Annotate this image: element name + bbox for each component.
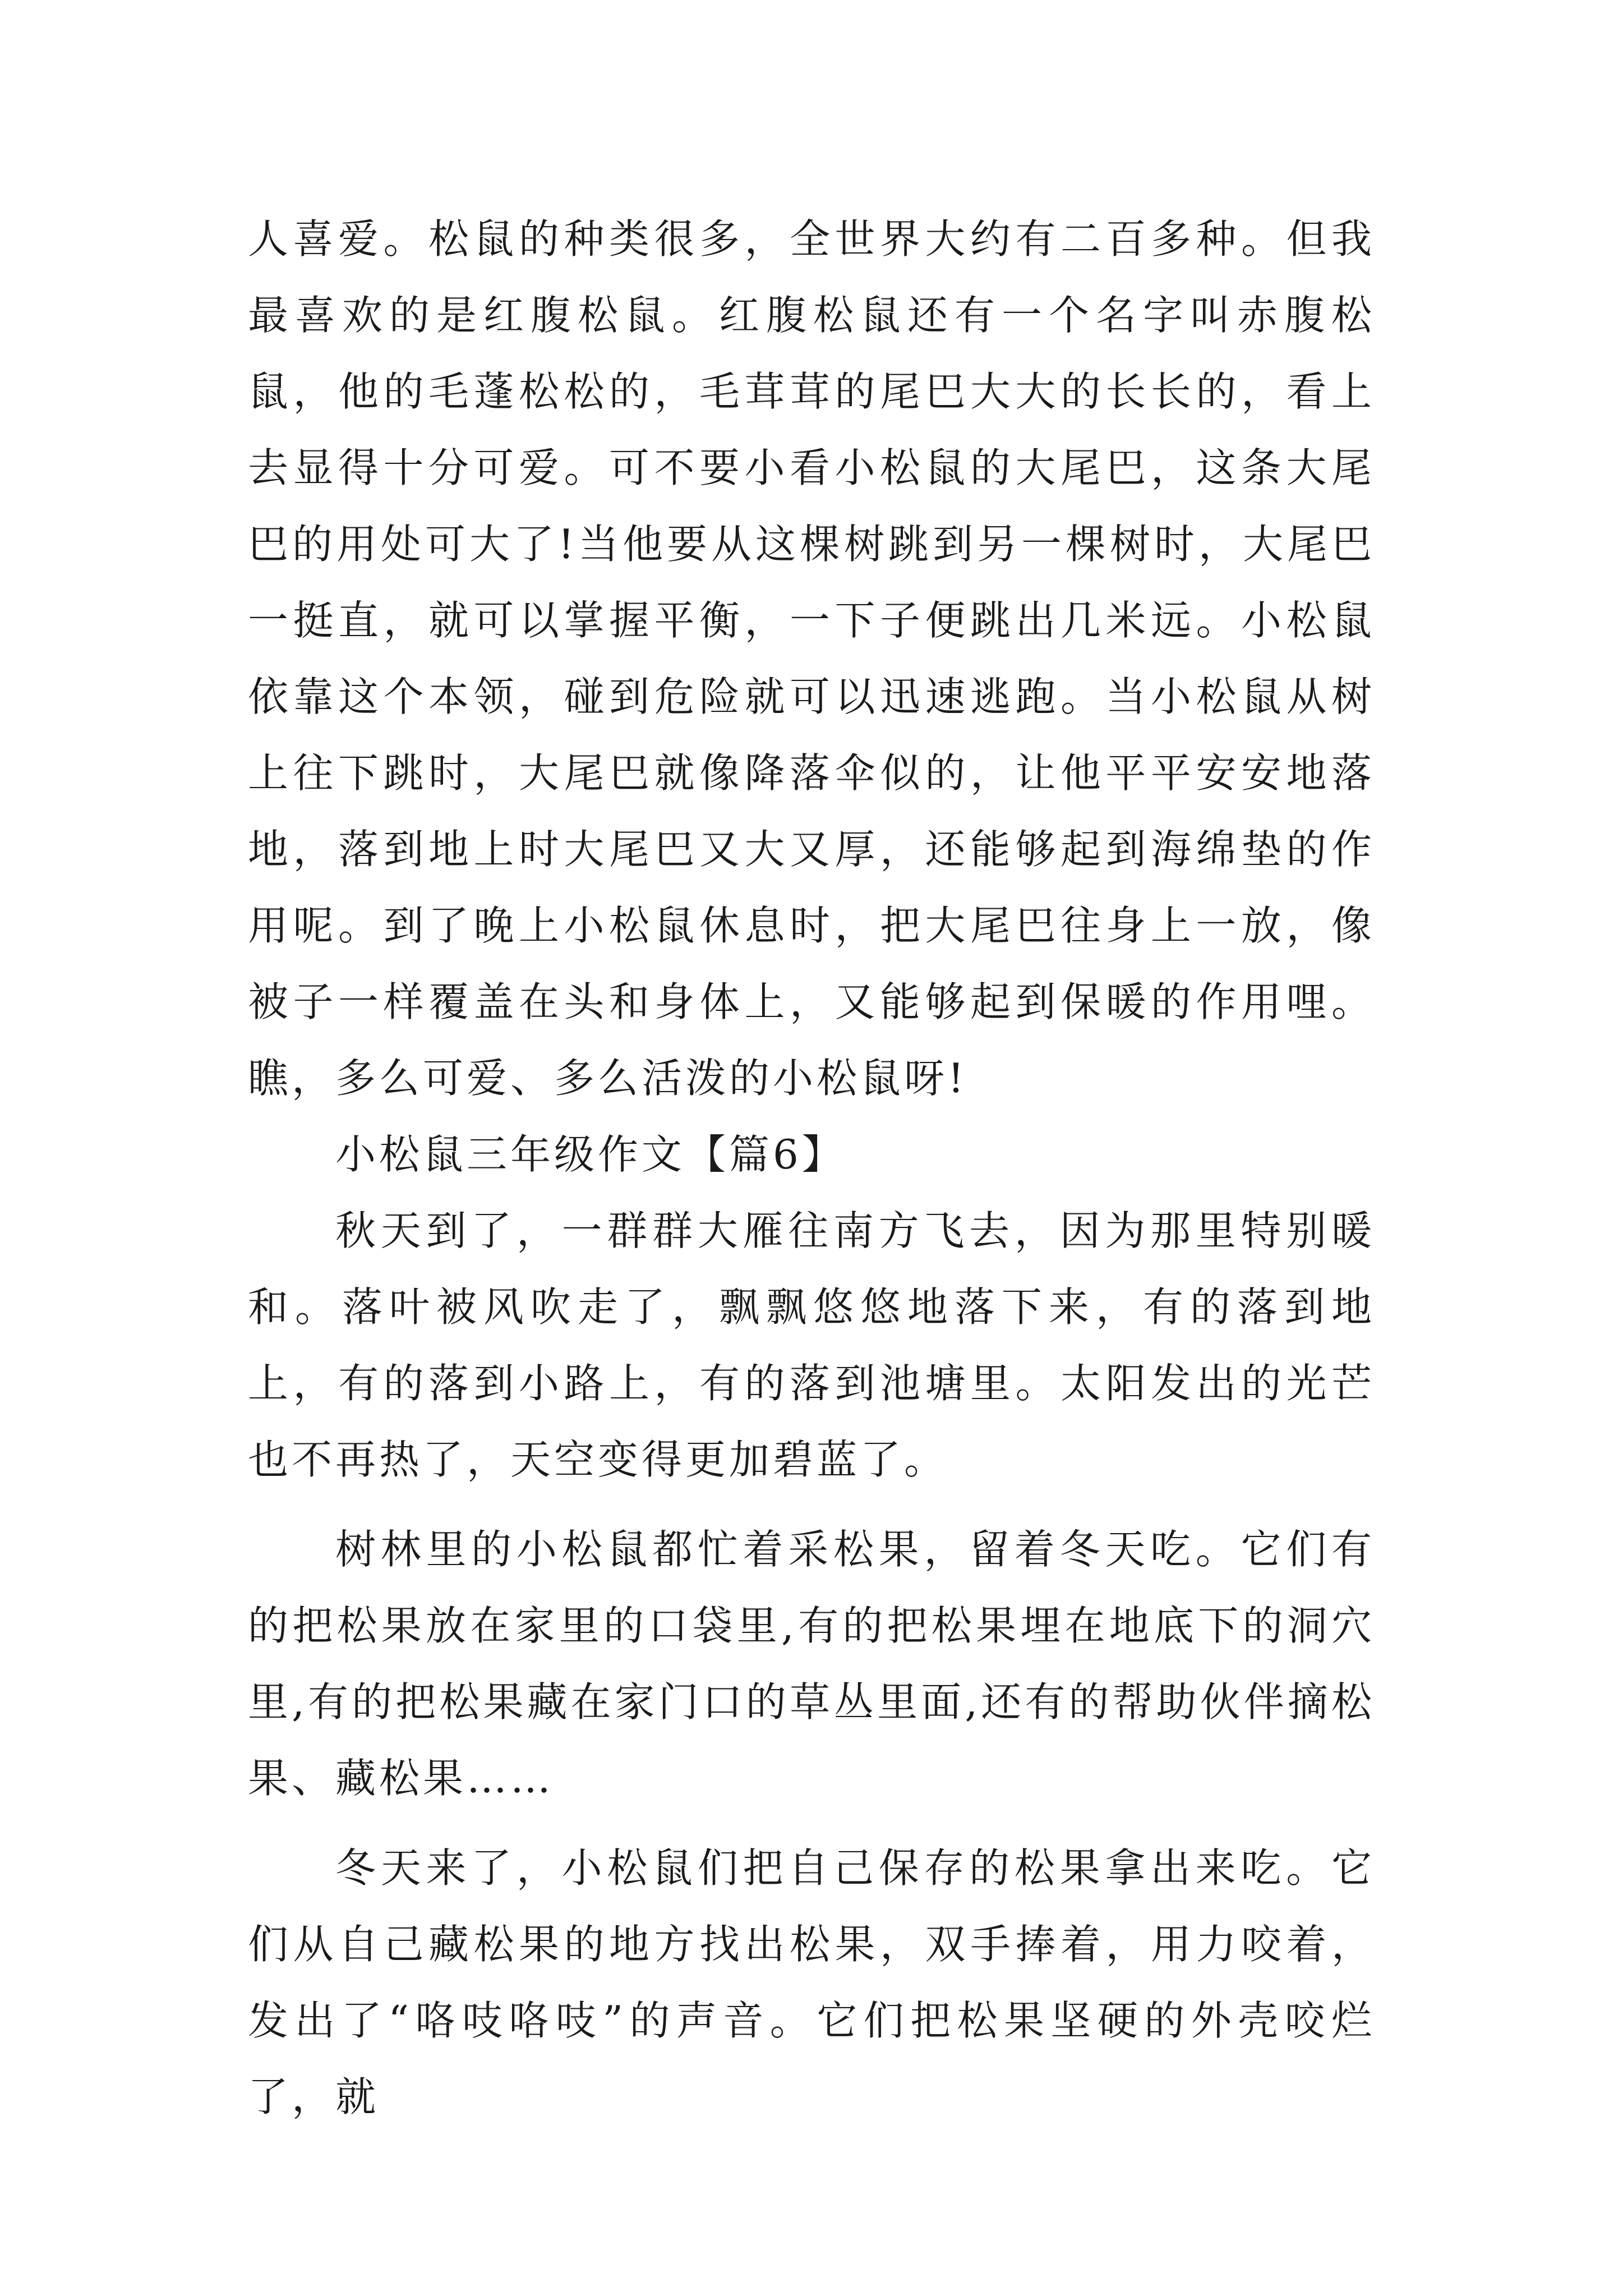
paragraph-autumn: 秋天到了，一群群大雁往南方飞去，因为那里特别暖和。落叶被风吹走了，飘飘悠悠地落下来，有的落到地上，有的落到小路上，有的落到池塘里。太阳发出的光芒也不再热了，天空变得更加碧蓝了。 bbox=[248, 1207, 1375, 1483]
paragraph-continued: 人喜爱。松鼠的种类很多，全世界大约有二百多种。但我最喜欢的是红腹松鼠。红腹松鼠还有一个名字叫赤腹松鼠，他的毛蓬松松的，毛茸茸的尾巴大大的长长的，看上去显得十分可爱。可不要小看小松鼠的大尾巴，这条大尾巴的用处可大了!当他要从这棵树跳到另一棵树时，大尾巴一挺直，就可以掌握平衡，一下子便跳出几米远。小松鼠依靠这个本领，碰到危险就可以迅速逃跑。当小松鼠从树上往下跳时，大尾巴就像降落伞似的，让他平平安安地落地，落到地上时大尾巴又大又厚，还能够起到海绵垫的作用呢。到了晚上小松鼠休息时，把大尾巴往身上一放，像被子一样覆盖在头和身体上，又能够起到保暖的作用哩。瞧，多么可爱、多么活泼的小松鼠呀! bbox=[248, 215, 1375, 1102]
paragraph-winter: 冬天来了，小松鼠们把自己保存的松果拿出来吃。它们从自己藏松果的地方找出松果，双手捧着，用力咬着，发出了“咯吱咯吱”的声音。它们把松果坚硬的外壳咬烂了，就 bbox=[248, 1844, 1375, 2120]
section-heading: 小松鼠三年级作文【篇6】 bbox=[335, 1131, 846, 1178]
paragraph-pinecones: 树林里的小松鼠都忙着采松果，留着冬天吃。它们有的把松果放在家里的口袋里,有的把松果埋在地底下的洞穴里,有的把松果藏在家门口的草丛里面,还有的帮助伙伴摘松果、藏松果…… bbox=[248, 1526, 1375, 1802]
document-body bbox=[248, 201, 1375, 2135]
